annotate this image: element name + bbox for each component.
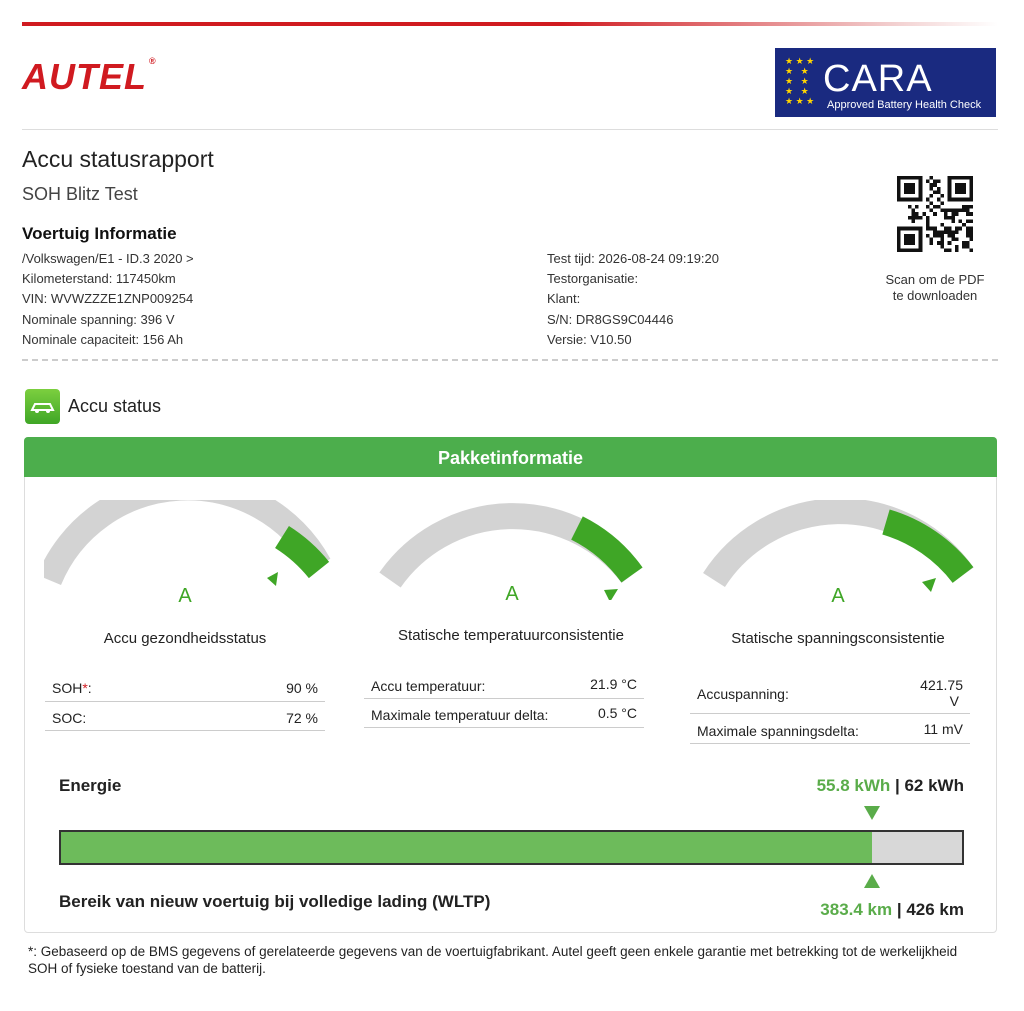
vehicle-vin: VIN: WVWZZZE1ZNP009254 [22, 291, 194, 307]
energy-value: 55.8 kWh | 62 kWh [816, 776, 964, 795]
top-accent-line [22, 22, 998, 26]
test-organisation: Testorganisatie: [547, 271, 639, 287]
energy-bar [59, 830, 964, 865]
energy-total: 62 kWh [904, 776, 964, 795]
energy-current: 55.8 kWh [816, 776, 891, 795]
test-time: Test tijd: 2026-08-24 09:19:20 [547, 251, 720, 266]
range-current: 383.4 km [820, 900, 893, 919]
soc-label: SOC: [52, 710, 87, 726]
serial-number: S/N: DR8GS9C04446 [547, 311, 674, 327]
temperature-delta-label: Maximale temperatuur delta: [371, 707, 549, 723]
vehicle-info-right [547, 249, 719, 350]
range-title: Bereik van nieuw voertuig bij volledige lading (WLTP) [59, 892, 491, 911]
voltage-delta-row [690, 716, 970, 744]
temperature-value: 21.9 °C [590, 676, 637, 692]
voltage-delta-value: 11 mV [923, 721, 963, 737]
soh-row [45, 676, 325, 702]
energy-marker-icon [864, 806, 880, 820]
qr-caption [870, 272, 1000, 304]
voltage-delta-label: Maximale spanningsdelta: [697, 723, 859, 739]
cara-badge [775, 48, 996, 117]
voltage-row [690, 676, 970, 714]
range-marker-icon [864, 874, 880, 888]
report-subtitle: SOH Blitz Test [22, 184, 138, 204]
report-title: Accu statusrapport [22, 146, 214, 172]
autel-logo: AUTEL ® [22, 56, 157, 97]
footnote: *: Gebaseerd op de BMS gegevens of gerelateerde gegevens van de voertuigfabrikant. Autel geeft geen enkele garantie met betrekking tot de werkelijkheid SOH of fysieke toestand van de batterij. [28, 944, 958, 976]
temperature-row [364, 673, 644, 699]
voltage-grade: A [831, 585, 845, 607]
soh-label: SOH*: [52, 680, 92, 696]
range-total: 426 km [906, 900, 964, 919]
battery-car-icon [25, 389, 60, 424]
vehicle-nominal-capacity: Nominale capaciteit: 156 Ah [22, 331, 184, 347]
temperature-grade: A [505, 583, 519, 605]
health-grade: A [178, 585, 192, 607]
qr-code-icon[interactable] [896, 176, 974, 252]
customer: Klant: [547, 291, 581, 307]
energy-title: Energie [59, 776, 122, 795]
temperature-delta-row [364, 701, 644, 728]
software-version: Versie: V10.50 [547, 331, 632, 347]
voltage-value: 421.75 V [920, 677, 963, 709]
soc-value: 72 % [286, 710, 318, 726]
section-title-battery-status: Accu status [68, 396, 162, 416]
section-divider [22, 359, 998, 361]
soh-value: 90 % [286, 680, 318, 696]
voltage-label: Accuspanning: [697, 686, 789, 702]
header-divider [22, 129, 998, 130]
range-value: 383.4 km | 426 km [820, 900, 964, 919]
qr-caption-line2: te downloaden [892, 288, 978, 303]
temperature-label: Accu temperatuur: [371, 678, 486, 694]
eu-stars-icon: ★ ★ ★ ★ ★ ★ ★ ★ ★ ★ ★ ★ [785, 56, 815, 106]
cara-wordmark: CARA [823, 58, 933, 100]
soc-row [45, 704, 325, 731]
health-title: Accu gezondheidsstatus [103, 630, 267, 647]
qr-caption-line1: Scan om de PDF [885, 272, 985, 287]
package-info-header: Pakketinformatie [24, 437, 997, 477]
vehicle-info-title: Voertuig Informatie [22, 224, 177, 243]
vehicle-mileage: Kilometerstand: 117450km [22, 271, 176, 287]
cara-tagline: Approved Battery Health Check [827, 99, 982, 111]
vehicle-nominal-voltage: Nominale spanning: 396 V [22, 311, 175, 327]
temperature-delta-value: 0.5 °C [597, 705, 637, 721]
vehicle-model: /Volkswagen/E1 - ID.3 2020 > [22, 251, 194, 266]
energy-bar-fill [61, 832, 872, 863]
voltage-title: Statische spanningsconsistentie [731, 630, 945, 647]
vehicle-info-left [22, 249, 194, 350]
temperature-title: Statische temperatuurconsistentie [398, 627, 624, 644]
